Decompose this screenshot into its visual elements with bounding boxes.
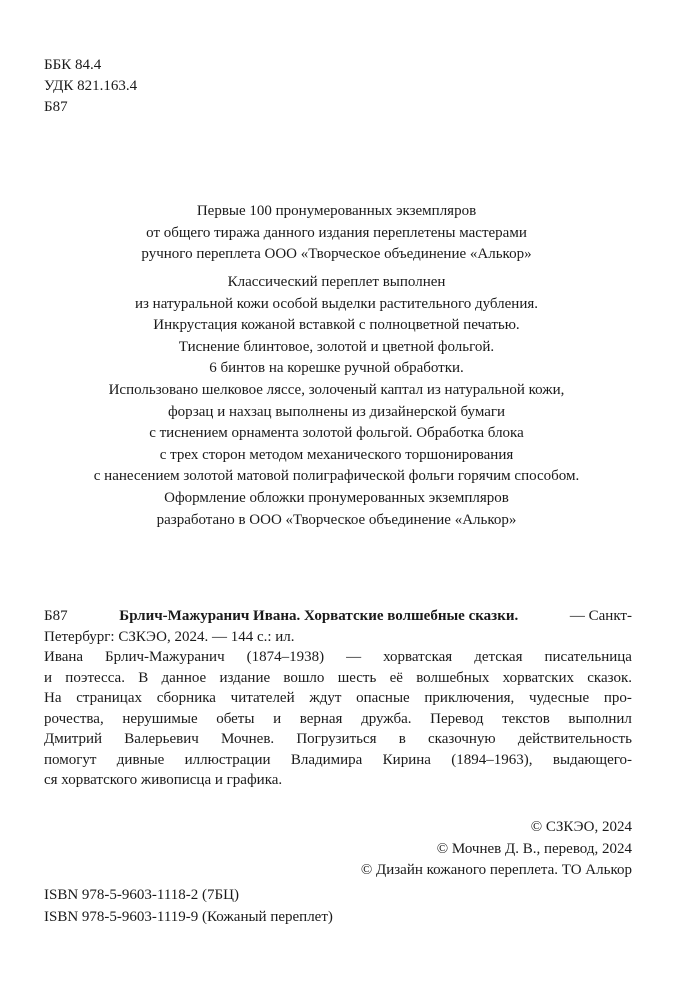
binding-line: с нанесением золотой матовой полиграфической фольги горячим способом. [93,468,580,485]
biblio-place-start: — Санкт- [569,608,632,624]
copyright-line: © Мочнев Д. В., перевод, 2024 [436,840,632,857]
annotation-word: хорватская [383,649,453,665]
isbn-list [44,885,333,928]
annotation-word: Погрузиться [296,731,377,747]
binding-line: с трех сторон методом механического торшонирования [159,446,514,463]
author-code: Б87 [44,99,68,115]
annotation-word: — [346,649,362,665]
copyright-notices [361,817,632,882]
annotation-word: опасные [356,690,410,706]
annotation-line [44,668,632,689]
annotation-word: иллюстрации [184,751,271,768]
bibliographic-record [44,606,632,791]
annotation-word: детская [474,649,523,665]
annotation-word: в [398,731,406,747]
annotation-word: данное [161,669,207,686]
binding-line: Классический переплет выполнен [227,274,446,290]
annotation-word: нерушимые [122,710,198,727]
annotation-word: Ивана [44,649,84,665]
annotation-word: помогут [44,751,97,768]
annotation-word: волшебных [416,669,490,686]
annotation-word: На [44,690,62,706]
annotation-word: Владимира [290,751,363,768]
annotation-word: сказок. [587,669,632,686]
numbered-copies-line: Первые 100 пронумерованных экземпляров [196,203,477,219]
binding-line: разработано в ООО «Творческое объединение «Алькор» [156,511,517,528]
annotation-word: сборника [156,690,216,706]
annotation-word: действительность [517,731,632,747]
biblio-publisher-line: Петербург: СЗКЭО, 2024. — 144 с.: ил. [44,628,295,645]
annotation-word: (1874–1938) [246,649,325,665]
annotation-word: рочества, [44,710,104,727]
annotation-line: ся хорватского живописца и графика. [44,772,283,788]
numbered-copies-note [40,201,633,266]
annotation-word: выполнил [568,710,632,727]
annotation-word: Кирина [382,751,431,768]
annotation-word: дружба. [361,710,412,727]
copyright-line: © СЗКЭО, 2024 [530,819,632,835]
annotation-word: про- [603,690,632,706]
annotation-word: верная [299,710,343,727]
annotation-word: хорватских [502,669,574,686]
annotation-word: выдающего- [552,751,632,768]
annotation-word: страницах [76,690,142,706]
biblio-author-title: Брлич-Мажуранич Ивана. Хорватские волшебные сказки. [119,608,519,624]
binding-line: Тиснение блинтовое, золотой и цветной фольгой. [178,338,495,355]
annotation-word: Дмитрий [44,731,103,747]
isbn-line: ISBN 978-5-9603-1119-9 (Кожаный переплет) [44,908,333,925]
annotation-word: шесть [337,669,377,686]
numbered-copies-line: ручного переплета ООО «Творческое объединение «Алькор» [141,246,532,263]
annotation-line [44,750,632,771]
annotation-word: обеты [216,710,255,727]
annotation-word: текстов [502,710,550,727]
annotation-word: издание [219,669,271,686]
udk-code: УДК 821.163.4 [44,78,138,94]
annotation-word: чудесные [528,690,590,706]
annotation-word: ждут [309,690,342,706]
annotation-word: приключения, [424,690,515,706]
binding-line: Оформление обложки пронумерованных экземпляров [164,489,509,506]
annotation-line [44,647,632,668]
binding-line: Инкрустация кожаной вставкой с полноцветной печатью. [153,317,520,334]
annotation-word: В [138,669,149,686]
annotation-line [44,729,632,750]
binding-line: с тиснением орнамента золотой фольгой. Обработка блока [149,425,524,442]
binding-line: 6 бинтов на корешке ручной обработки. [209,360,464,377]
classification-codes [44,55,137,118]
annotation-word: сказочную [428,731,496,747]
numbered-copies-line: от общего тиража данного издания переплетены мастерами [146,224,527,241]
annotation-word: дивные [116,751,165,768]
annotation-word: и [44,669,53,686]
annotation-word: вошло [283,669,325,686]
biblio-code: Б87 [44,608,68,624]
binding-line: форзац и нахзац выполнены из дизайнерской бумаги [167,403,506,420]
annotation-line [44,688,632,709]
annotation-word: (1894–1963), [451,751,533,768]
annotation-word: писательница [544,649,632,665]
annotation-word: Брлич-Мажуранич [105,649,225,665]
biblio-line [44,606,632,627]
binding-description [40,272,633,531]
isbn-line: ISBN 978-5-9603-1118-2 (7БЦ) [44,887,239,903]
annotation-word: и [273,710,282,727]
annotation-word: читателей [230,690,295,706]
binding-line: Использовано шелковое ляссе, золоченый каптал из натуральной кожи, [108,381,565,398]
annotation-word: её [389,669,403,686]
copyright-line: © Дизайн кожаного переплета. ТО Алькор [360,862,632,878]
annotation-word: поэтесса. [65,669,125,686]
annotation-word: Валерьевич [124,731,199,747]
annotation-line [44,709,632,730]
binding-line: из натуральной кожи особой выделки растительного дубления. [134,295,539,312]
bbk-code: ББК 84.4 [44,57,102,73]
annotation-word: Перевод [430,710,484,727]
annotation-word: Мочнев. [221,731,275,747]
